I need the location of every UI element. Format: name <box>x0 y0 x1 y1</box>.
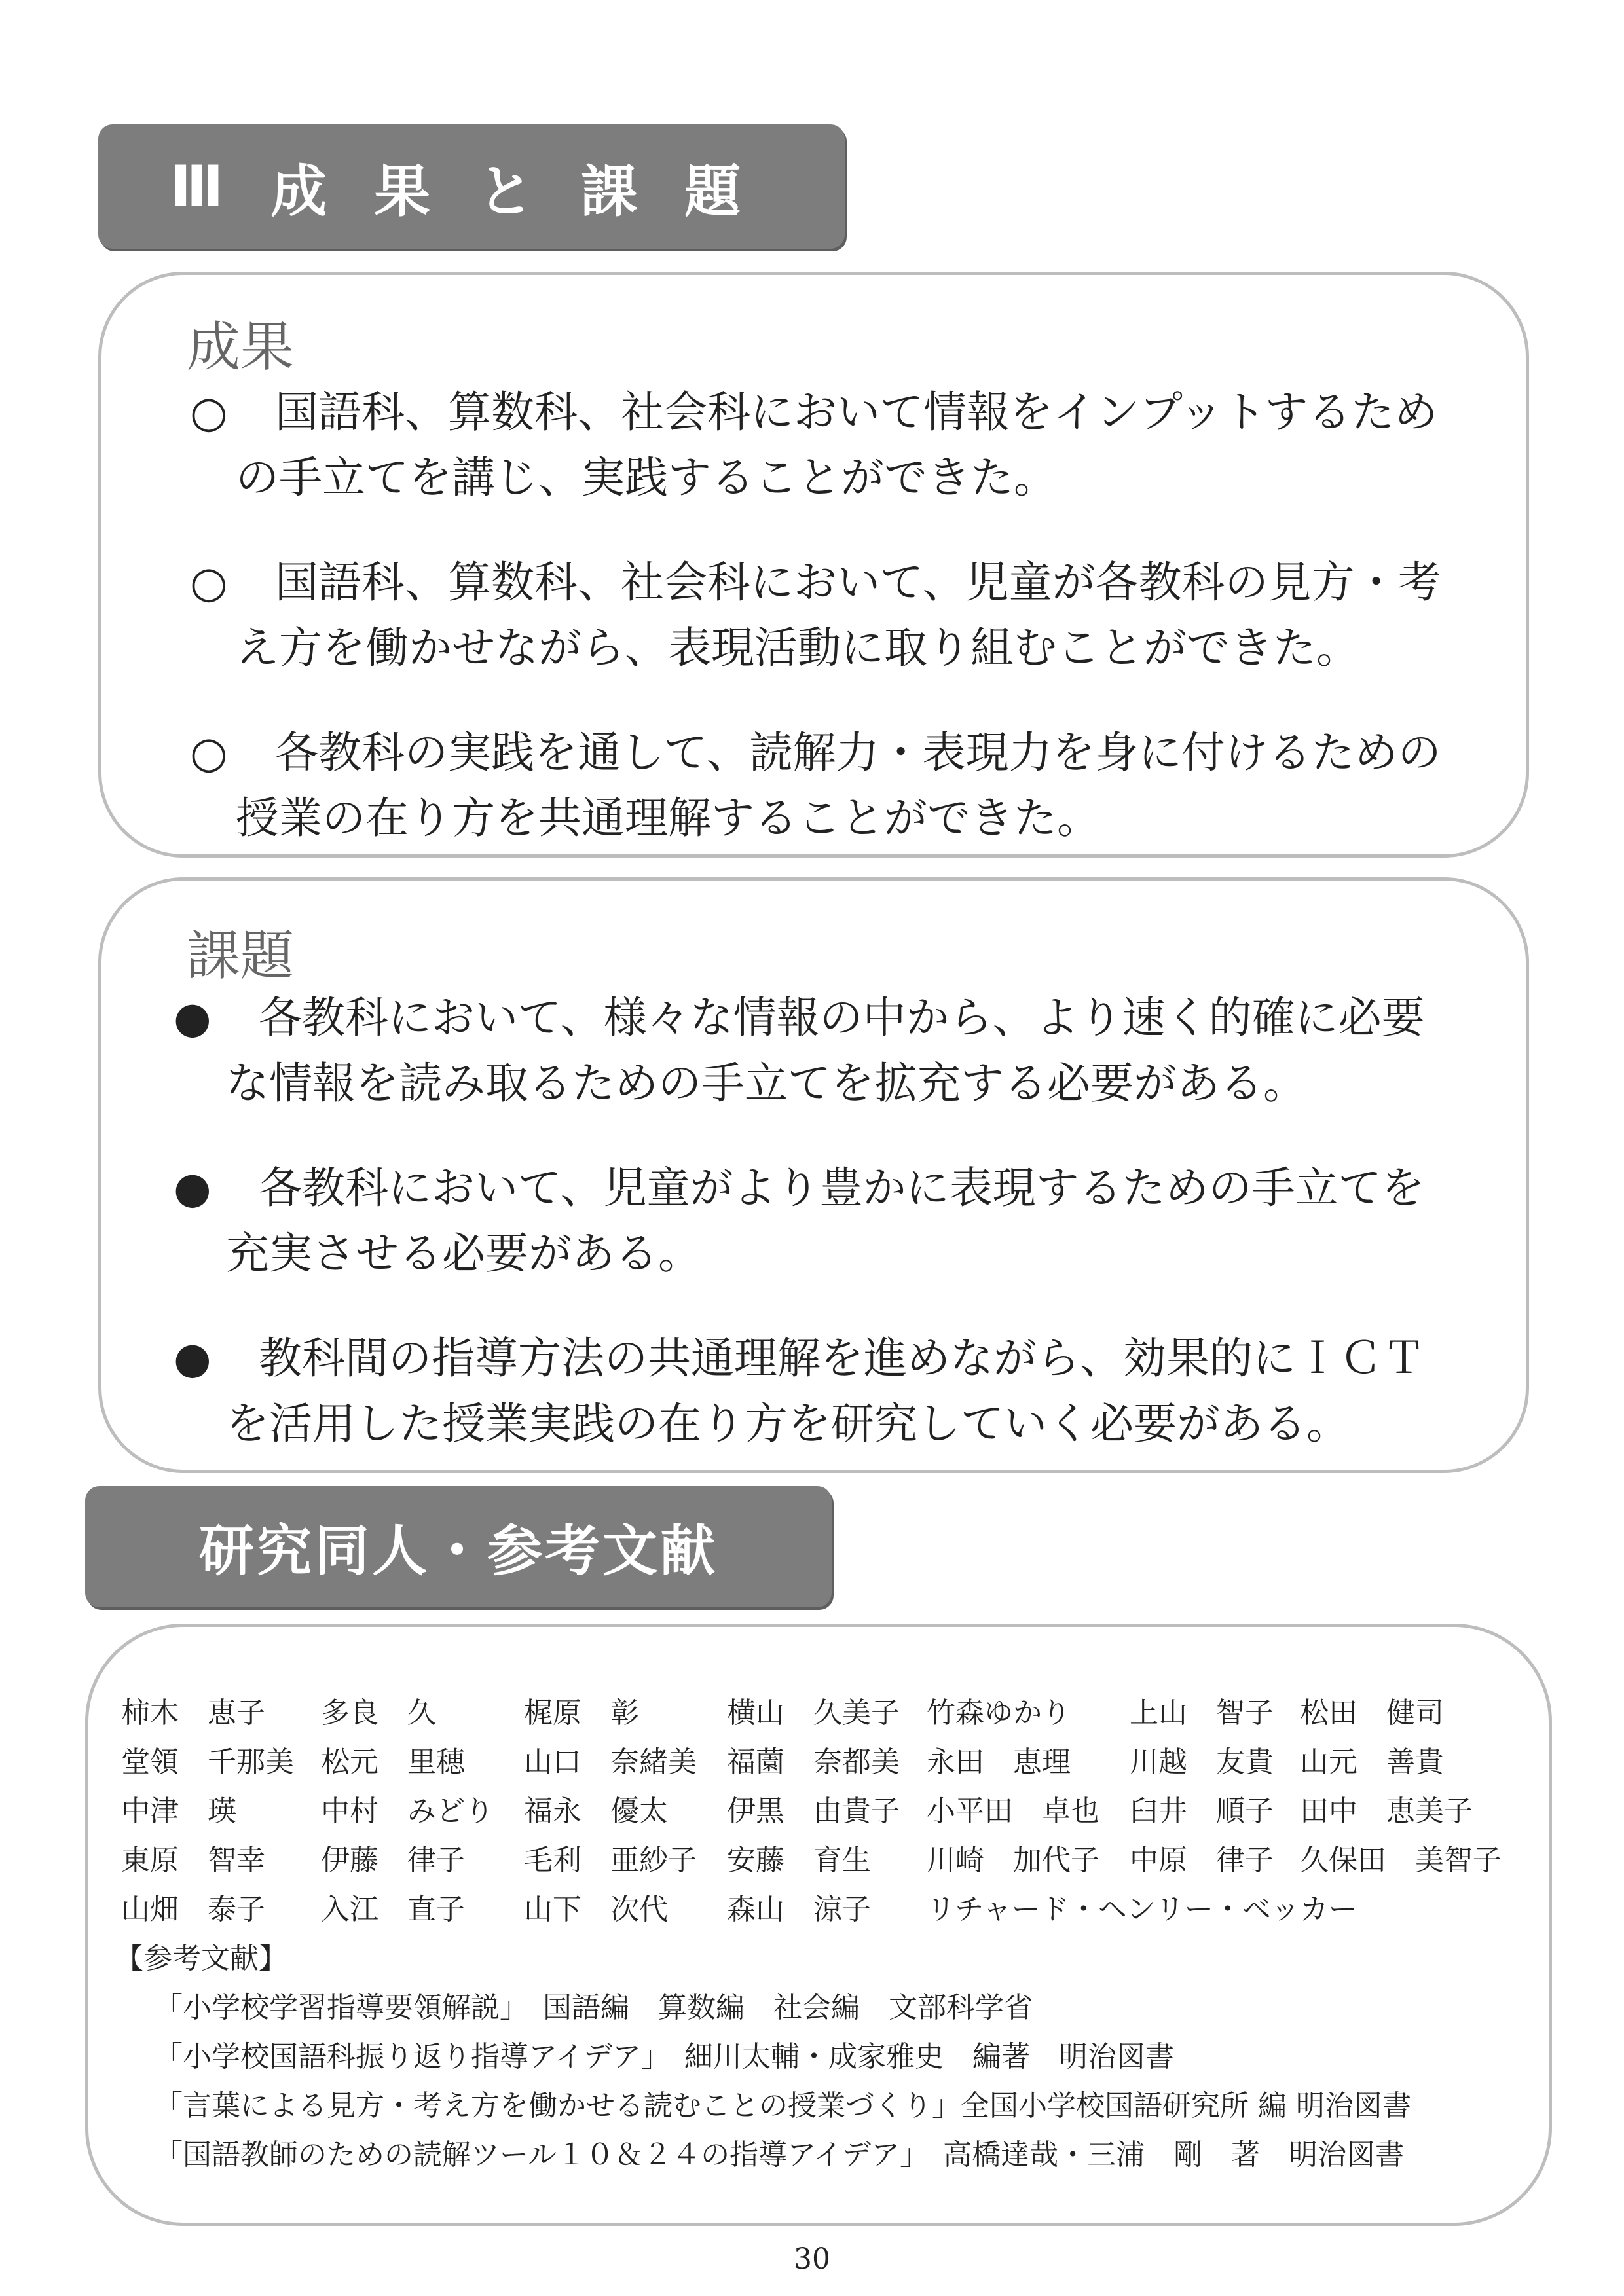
member-name: 入江 直子 <box>321 1893 465 1926</box>
member-name: 森山 涼子 <box>727 1893 871 1926</box>
member-name: 小平田 卓也 <box>927 1795 1099 1828</box>
member-name: 松田 健司 <box>1300 1696 1444 1730</box>
member-name: 伊黒 由貴子 <box>727 1795 900 1828</box>
member-name: 山口 奈緒美 <box>524 1745 697 1779</box>
filled-circle-bullet-icon: ● <box>174 1333 212 1383</box>
results-item <box>190 550 1500 681</box>
reference-item: 「国語教師のための読解ツール１０＆２４の指導アイデア」 高橋達哉・三浦 剛 著 明治図書 <box>154 2138 1405 2172</box>
member-name: 松元 里穂 <box>321 1745 465 1779</box>
member-name: 永田 恵理 <box>927 1745 1071 1779</box>
member-name: 竹森ゆかり <box>927 1696 1071 1730</box>
member-name: 川越 友貴 <box>1130 1745 1274 1779</box>
item-line-2: な情報を読み取るための手立てを拡充する必要がある。 <box>226 1058 1306 1108</box>
results-heading: 成果 <box>187 316 295 378</box>
member-name: 田中 恵美子 <box>1300 1795 1473 1828</box>
results-item <box>190 720 1500 851</box>
member-name: 堂領 千那美 <box>121 1745 294 1779</box>
member-name: 東原 智幸 <box>121 1844 265 1877</box>
member-name: 安藤 育生 <box>727 1844 871 1877</box>
item-line-2: 授業の在り方を共通理解することができた。 <box>236 793 1100 843</box>
member-name: 福永 優太 <box>524 1795 668 1828</box>
member-name: 山元 善貴 <box>1300 1745 1444 1779</box>
member-name: 毛利 亜紗子 <box>524 1844 697 1877</box>
member-name: 川崎 加代子 <box>927 1844 1099 1877</box>
member-name: リチャード・ヘンリー・ベッカー <box>927 1893 1357 1926</box>
issues-item <box>174 1156 1483 1286</box>
member-name: 柿木 恵子 <box>121 1696 265 1730</box>
circle-bullet-icon: ○ <box>190 727 228 778</box>
section-title-char: と <box>477 159 534 225</box>
reference-item: 「小学校学習指導要領解説」 国語編 算数編 社会編 文部科学省 <box>154 1991 1033 2024</box>
member-name: 中原 律子 <box>1130 1844 1274 1877</box>
member-name: 山畑 泰子 <box>121 1893 265 1926</box>
section-title-char: 題 <box>684 159 741 225</box>
member-name: 中津 瑛 <box>121 1795 236 1828</box>
filled-circle-bullet-icon: ● <box>174 993 212 1043</box>
item-line-1: 国語科、算数科、社会科において情報をインプットするため <box>275 387 1438 437</box>
member-name: 梶原 彰 <box>524 1696 639 1730</box>
item-line-2: を活用した授業実践の在り方を研究していく必要がある。 <box>226 1398 1350 1449</box>
section-title-char: Ⅲ <box>170 154 224 219</box>
member-name: 多良 久 <box>321 1696 436 1730</box>
item-line-1: 各教科において、様々な情報の中から、より速く的確に必要 <box>259 993 1425 1043</box>
issues-item <box>174 985 1483 1116</box>
section-title-char: 課 <box>581 159 638 225</box>
results-box <box>98 272 1529 858</box>
references-heading: 【参考文献】 <box>115 1942 287 1975</box>
item-line-1: 教科間の指導方法の共通理解を進めながら、効果的にＩＣＴ <box>259 1333 1426 1383</box>
circle-bullet-icon: ○ <box>190 557 228 608</box>
member-name: 山下 次代 <box>524 1893 668 1926</box>
members-references-box <box>85 1624 1552 2226</box>
item-line-1: 各教科の実践を通して、読解力・表現力を身に付けるための <box>275 727 1441 778</box>
item-line-2: え方を働かせながら、表現活動に取り組むことができた。 <box>236 623 1359 673</box>
member-name: 臼井 順子 <box>1130 1795 1274 1828</box>
filled-circle-bullet-icon: ● <box>174 1163 212 1213</box>
results-item <box>190 380 1500 511</box>
member-name: 横山 久美子 <box>727 1696 900 1730</box>
circle-bullet-icon: ○ <box>190 387 228 437</box>
section-title-banner-2: 研究同人・参考文献 <box>85 1486 832 1607</box>
reference-item: 「小学校国語科振り返り指導アイデア」 細川太輔・成家雅史 編著 明治図書 <box>154 2040 1175 2073</box>
member-name: 福薗 奈都美 <box>727 1745 900 1779</box>
item-line-1: 各教科において、児童がより豊かに表現するための手立てを <box>259 1163 1425 1213</box>
item-line-2: 充実させる必要がある。 <box>226 1228 701 1279</box>
issues-heading: 課題 <box>187 925 295 987</box>
member-name: 久保田 美智子 <box>1300 1844 1502 1877</box>
member-name: 中村 みどり <box>321 1795 494 1828</box>
issues-box <box>98 877 1529 1473</box>
section-title-banner <box>98 124 845 249</box>
member-name: 上山 智子 <box>1130 1696 1274 1730</box>
member-name: 伊藤 律子 <box>321 1844 465 1877</box>
page-number: 30 <box>794 2242 830 2276</box>
item-line-2: の手立てを講じ、実践することができた。 <box>236 452 1057 503</box>
issues-item <box>174 1326 1483 1457</box>
item-line-1: 国語科、算数科、社会科において、児童が各教科の見方・考 <box>275 557 1441 608</box>
section-title-char: 果 <box>374 159 431 225</box>
reference-item: 「言葉による見方・考え方を働かせる読むことの授業づくり」全国小学校国語研究所 編 明治図書 <box>154 2089 1411 2123</box>
section-title-char: 成 <box>270 159 327 225</box>
